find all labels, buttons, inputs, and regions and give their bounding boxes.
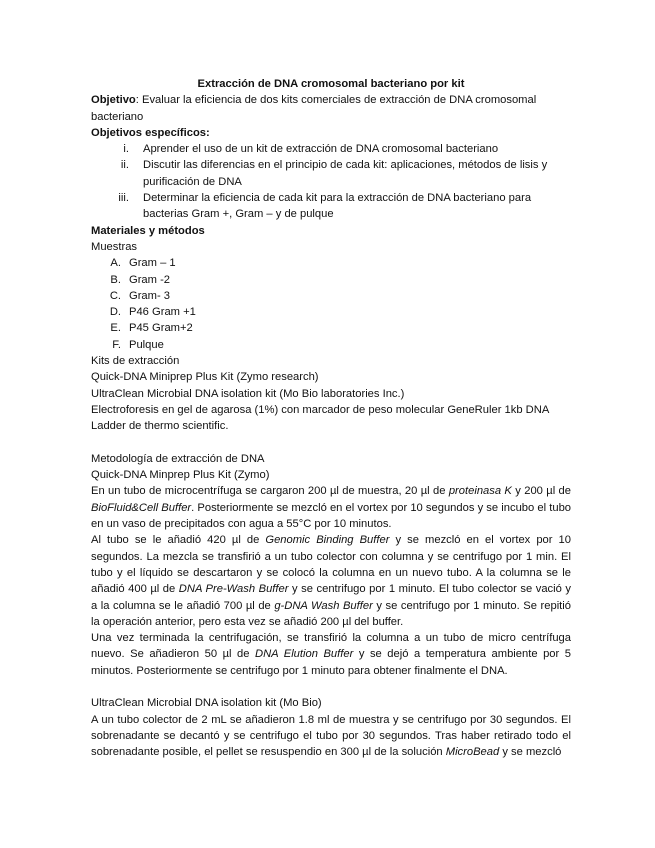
list-item (91, 337, 571, 353)
list-item-text: Discutir las diferencias en el principio de cada kit: aplicaciones, métodos de lisis y purificación de DNA (143, 159, 548, 188)
text-run: A un tubo colector de 2 mL se añadieron 1.8 ml de muestra y se centrifugo por 30 segundos. El sobrenadante se decantó y se centrifugo el tubo por 30 segundos. Tras haber retirado todo el sobrenadante posible, el pellet se resuspendio en 300 µl de la solución (91, 713, 571, 759)
text-run: y se centrifugo por 1 minuto. Se repitió la operación anterior, pero esta vez se añadió 200 µl del buffer. (91, 599, 571, 628)
reagent-name: BioFluid&Cell Buffer (91, 501, 192, 514)
list-item (91, 190, 571, 223)
spacer (91, 435, 571, 451)
list-marker: iii. (118, 192, 129, 205)
list-marker: i. (123, 143, 129, 156)
reagent-name: g-DNA Wash Buffer (274, 599, 373, 612)
reagent-name: proteinasa K (448, 485, 512, 498)
list-item-text: Aprender el uso de un kit de extracción de DNA cromosomal bacteriano (143, 143, 499, 156)
reagent-name: Genomic Binding Buffer (265, 534, 390, 547)
text-run: . Posteriormente se mezcló en el vortex por 10 segundos y se incubo el tubo en un vaso de precipitados con agua a 55°C por 10 minutos. (91, 501, 572, 531)
list-marker: C. (109, 289, 121, 302)
list-item (91, 157, 571, 190)
text-run: Al tubo se le añadió 420 µl de (91, 534, 266, 547)
text-run: Una vez terminada la centrifugación, se transfirió la columna a un tubo de micro centrífuga nuevo. Se añadieron 50 µl de (91, 632, 571, 661)
document-body (91, 76, 571, 760)
list-item (91, 255, 571, 271)
list-item-text: Determinar la eficiencia de cada kit para la extracción de DNA bacteriano para bacterias Gram +, Gram – y de pulque (143, 192, 532, 221)
materials-heading: Materiales y métodos (91, 224, 205, 237)
electrophoresis-text: Electroforesis en gel de agarosa (1%) con marcador de peso molecular GeneRuler 1kb DNA Ladder de thermo scientific. (91, 403, 549, 433)
list-marker: E. (110, 322, 121, 335)
list-marker: ii. (120, 159, 129, 172)
objective-paragraph (91, 92, 571, 125)
spacer (91, 679, 571, 695)
zymo-heading: Quick-DNA Minprep Plus Kit (Zymo) (91, 469, 270, 482)
samples-list (91, 255, 571, 353)
specific-objectives-list (91, 141, 571, 222)
list-item (91, 272, 571, 288)
ultraclean-paragraph-1 (91, 712, 571, 761)
sample-name: P45 Gram+2 (129, 322, 193, 335)
list-marker: D. (109, 306, 121, 319)
text-run: y se mezcló en el vortex por 10 segundos. La mezcla se transfirió a un tubo colector con columna y se centrifugo por 1 min. El tubo y el líquido se descartaron y se colocó la columna en un nuevo tubo. A la columna se le añadió 400 µl de (91, 534, 571, 596)
zymo-paragraph-3 (91, 630, 571, 679)
reagent-name: MicroBead (445, 746, 500, 759)
kit-mobio: UltraClean Microbial DNA isolation kit (Mo Bio laboratories Inc.) (91, 387, 405, 400)
list-item (91, 304, 571, 320)
ultraclean-heading: UltraClean Microbial DNA isolation kit (Mo Bio) (91, 697, 322, 710)
specific-objectives-heading: Objetivos específicos: (91, 126, 210, 139)
list-item (91, 320, 571, 336)
list-item (91, 141, 571, 157)
zymo-paragraph-2 (91, 532, 571, 630)
text-run: y 200 µl de (511, 485, 571, 498)
objective-label: Objetivo (91, 94, 136, 107)
text-run: En un tubo de microcentrífuga se cargaron 200 µl de muestra, 20 µl de (91, 485, 449, 498)
sample-name: Gram- 3 (129, 289, 171, 302)
kit-zymo: Quick-DNA Miniprep Plus Kit (Zymo research) (91, 371, 319, 384)
sample-name: Gram -2 (129, 273, 171, 286)
text-run: y se centrifugo por 1 minuto. El tubo colector se vació y a la columna se le añadió 700 µl de (91, 583, 571, 612)
zymo-paragraph-1 (91, 483, 571, 532)
method-heading: Metodología de extracción de DNA (91, 452, 265, 465)
text-run: y se dejó a temperatura ambiente por 5 minutos. Posteriormente se centrifugo por 1 minuto para obtener finalmente el DNA. (91, 648, 571, 677)
text-run: y se mezcló (499, 746, 562, 759)
kits-label: Kits de extracción (91, 355, 180, 368)
list-marker: B. (110, 273, 121, 286)
list-marker: A. (110, 257, 121, 270)
sample-name: Gram – 1 (129, 257, 176, 270)
document-title: Extracción de DNA cromosomal bacteriano por kit (197, 78, 465, 90)
sample-name: Pulque (129, 338, 164, 351)
sample-name: P46 Gram +1 (129, 306, 196, 319)
list-marker: F. (112, 338, 121, 351)
samples-label: Muestras (91, 240, 138, 253)
list-item (91, 288, 571, 304)
reagent-name: DNA Pre-Wash Buffer (178, 583, 289, 596)
objective-text: : Evaluar la eficiencia de dos kits comerciales de extracción de DNA cromosomal bacteriano (91, 94, 537, 123)
reagent-name: DNA Elution Buffer (255, 648, 354, 661)
